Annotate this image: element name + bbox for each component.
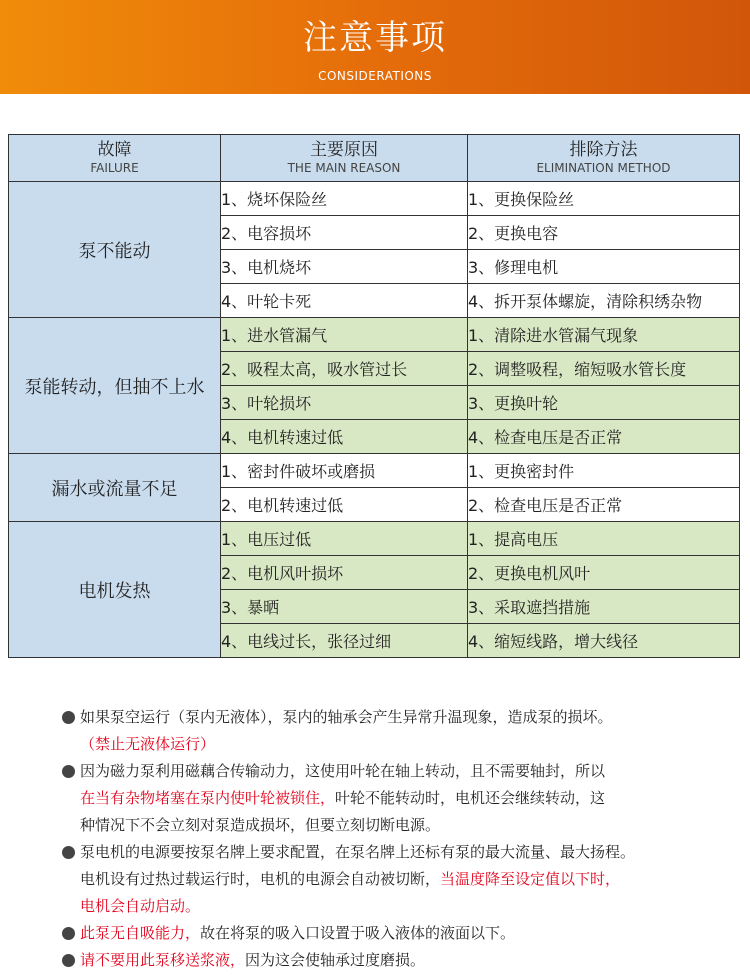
note-text: 如果泵空运行（泵内无液体），泵内的轴承会产生异常升温现象，造成泵的损坏。 [80,708,613,726]
failure-cell: 电机发热 [9,522,221,658]
reason-cell: 2、电容损坏 [221,216,468,250]
failure-cell: 漏水或流量不足 [9,454,221,522]
header-method-zh: 排除方法 [569,140,638,160]
header-reason-zh: 主要原因 [310,140,378,160]
method-cell: 2、更换电机风叶 [468,556,740,590]
method-cell: 1、更换密封件 [468,454,740,488]
method-cell: 3、修理电机 [468,250,740,284]
note-text: 种情况下不会立刻对泵造成损坏，但要立刻切断电源。 [80,816,441,834]
note-line [80,839,742,866]
note-text: 泵电机的电源要按泵名牌上要求配置，在泵名牌上还标有泵的最大流量、最大扬程。 [80,843,636,861]
header-failure [9,135,221,182]
warning-text: 在当有杂物堵塞在泵内使叶轮被锁住， [80,789,336,807]
table-row [9,522,740,556]
note-line [80,893,742,920]
reason-cell: 4、电机转速过低 [221,420,468,454]
header-reason-en: THE MAIN REASON [287,161,401,175]
troubleshooting-table [8,134,740,658]
reason-cell: 1、密封件破坏或磨损 [221,454,468,488]
reason-cell: 3、电机烧坏 [221,250,468,284]
note-line [80,731,742,758]
note-text: 因为磁力泵利用磁藕合传输动力，这使用叶轮在轴上转动，且不需要轴封，所以 [80,762,606,780]
notes-list [62,704,742,974]
method-cell: 3、采取遮挡措施 [468,590,740,624]
method-cell: 1、提高电压 [468,522,740,556]
method-cell: 2、调整吸程，缩短吸水管长度 [468,352,740,386]
note-item [62,839,742,920]
header-method [468,135,740,182]
bullet-icon [62,846,75,859]
reason-cell: 4、叶轮卡死 [221,284,468,318]
note-line [80,758,742,785]
failure-cell: 泵不能动 [9,182,221,318]
bullet-icon [62,765,75,778]
method-cell: 1、清除进水管漏气现象 [468,318,740,352]
table-row [9,318,740,352]
note-item [62,920,742,947]
warning-text: （禁止无液体运行） [80,735,216,753]
method-cell: 4、检查电压是否正常 [468,420,740,454]
reason-cell: 3、叶轮损坏 [221,386,468,420]
bullet-icon [62,954,75,967]
header-failure-en: FAILURE [90,161,139,175]
note-text: 电机设有过热过载运行时，电机的电源会自动被切断， [80,870,441,888]
reason-cell: 1、烧坏保险丝 [221,182,468,216]
note-line [80,812,742,839]
warning-text: 电机会自动启动。 [80,897,201,915]
method-cell: 4、缩短线路，增大线径 [468,624,740,658]
note-line [80,704,742,731]
bullet-icon [62,927,75,940]
table-row [9,454,740,488]
method-cell: 2、检查电压是否正常 [468,488,740,522]
note-text: 叶轮不能转动时，电机还会继续转动，这 [335,789,606,807]
note-text: 因为这会使轴承过度磨损。 [245,951,426,969]
warning-text: 当温度降至设定值以下时， [440,870,621,888]
warning-text: 此泵无自吸能力， [80,924,201,942]
warning-text: 请不要用此泵移送浆液， [80,951,246,969]
method-cell: 1、更换保险丝 [468,182,740,216]
reason-cell: 1、进水管漏气 [221,318,468,352]
reason-cell: 2、电机转速过低 [221,488,468,522]
header-method-en: ELIMINATION METHOD [536,161,671,175]
note-text: 故在将泵的吸入口设置于吸入液体的液面以下。 [200,924,516,942]
note-item [62,704,742,758]
method-cell: 2、更换电容 [468,216,740,250]
table-row [9,182,740,216]
note-line [80,785,742,812]
note-item [62,947,742,974]
note-line [80,947,742,974]
table-header-row [9,135,740,182]
title-banner [0,0,750,94]
method-cell: 4、拆开泵体螺旋，清除积绣杂物 [468,284,740,318]
failure-cell: 泵能转动，但抽不上水 [9,318,221,454]
reason-cell: 2、电机风叶损坏 [221,556,468,590]
method-cell: 3、更换叶轮 [468,386,740,420]
bullet-icon [62,711,75,724]
header-failure-zh: 故障 [97,140,132,160]
reason-cell: 1、电压过低 [221,522,468,556]
note-item [62,758,742,839]
note-line [80,866,742,893]
reason-cell: 4、电线过长，张径过细 [221,624,468,658]
header-reason [221,135,468,182]
reason-cell: 2、吸程太高，吸水管过长 [221,352,468,386]
note-line [80,920,742,947]
page-subtitle: CONSIDERATIONS [318,69,432,83]
reason-cell: 3、暴晒 [221,590,468,624]
page-title: 注意事项 [303,18,447,58]
